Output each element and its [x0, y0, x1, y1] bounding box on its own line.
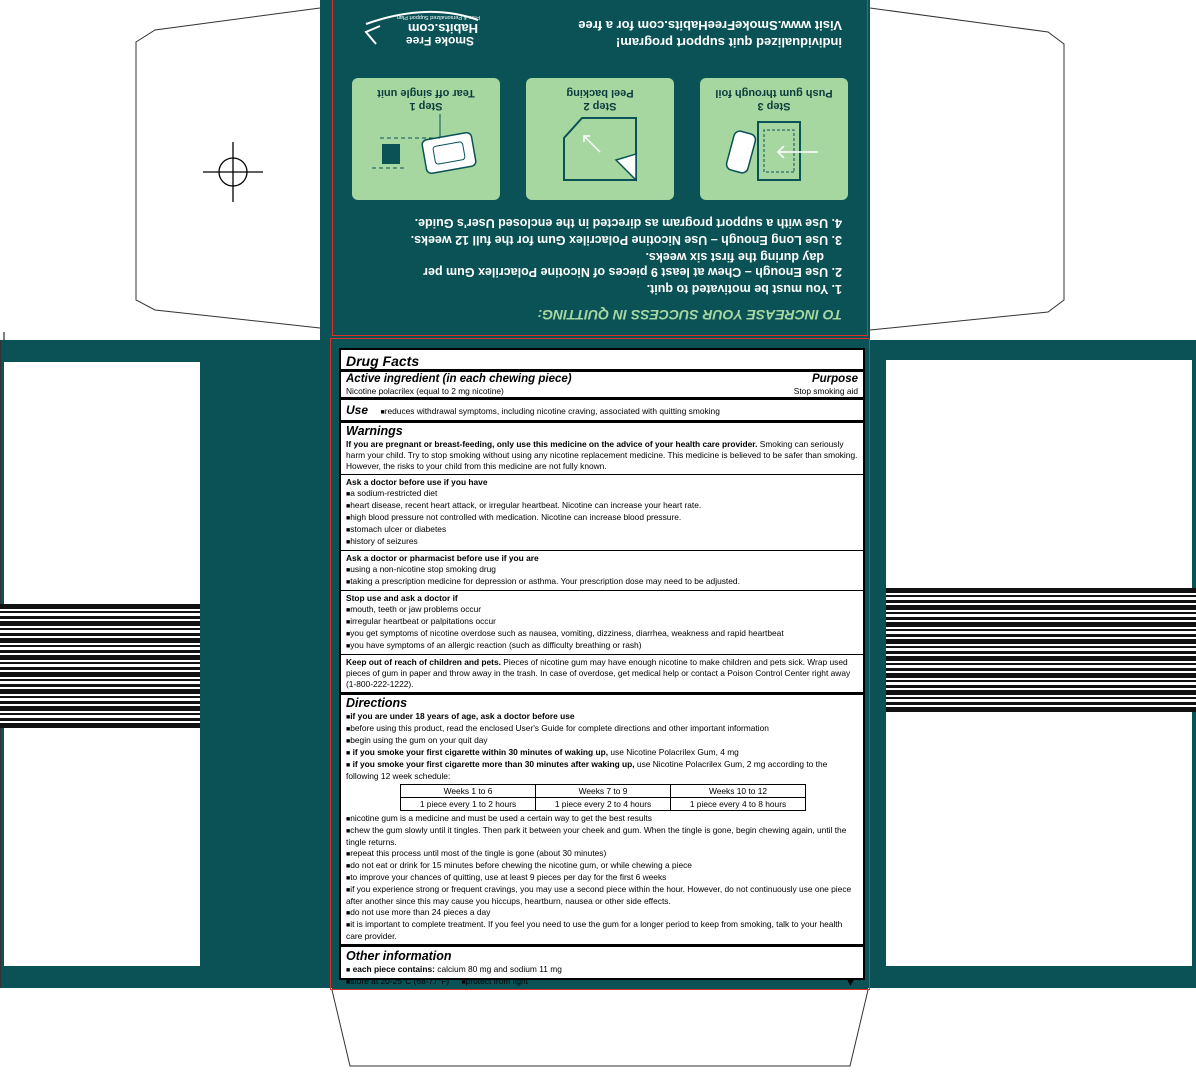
- schedule-header: Weeks 7 to 9: [536, 785, 671, 798]
- step-1-label: [352, 86, 500, 112]
- tip-2-cont: day during the first six weeks.: [645, 250, 824, 264]
- direction-item: ■ repeat this process until most of the tingle is gone (about 30 minutes): [346, 848, 858, 860]
- other-info-bold: each piece contains:: [352, 964, 435, 974]
- ask-doctor-item: ■ a sodium-restricted diet: [346, 488, 858, 500]
- drug-facts-panel: [339, 348, 865, 989]
- ask-doctor-item: ■ stomach ulcer or diabetes: [346, 524, 858, 536]
- step-1-card: [352, 78, 500, 200]
- stop-use-item: ■ mouth, teeth or jaw problems occur: [346, 604, 858, 616]
- direction-item: ■ begin using the gum on your quit day: [346, 735, 858, 747]
- direction-item: [346, 747, 858, 759]
- logo-site: Habits.com: [407, 21, 478, 36]
- step-2-label: [526, 86, 674, 112]
- step-2-card: [526, 78, 674, 200]
- schedule-value: 1 piece every 4 to 8 hours: [671, 798, 806, 811]
- purpose: Stop smoking aid: [793, 386, 858, 396]
- smokefree-logo: [358, 6, 488, 50]
- right-barcode: [886, 588, 1196, 712]
- dosing-schedule-table: [400, 784, 806, 811]
- peel-backing-icon: [526, 114, 674, 194]
- df-title: Drug Facts: [346, 353, 420, 369]
- step-1-title: Step 1: [409, 100, 443, 112]
- step-3-card: [700, 78, 848, 200]
- direction-item: ■ if you experience strong or frequent cravings, you may use a second piece within the hour. However, do not continuously use one piece after another since this may cause you hiccups, heartburn, nausea or other side effects.: [346, 884, 858, 907]
- pregnant-warning-bold: If you are pregnant or breast-feeding, only use this medicine on the advice of your health care provider.: [346, 439, 758, 449]
- schedule-value: 1 piece every 2 to 4 hours: [536, 798, 671, 811]
- direction-text: use Nicotine Polacrilex Gum, 2 mg according to the following 12 week schedule:: [346, 759, 828, 781]
- use-heading: Use: [346, 403, 369, 417]
- quit-success-heading: TO INCREASE YOUR SUCCESS IN QUITTING:: [537, 307, 842, 323]
- df-title-section: [341, 350, 863, 372]
- purpose-heading: Purpose: [811, 373, 858, 385]
- store-text: ■ store at 20-25°C (68-77°F): [346, 976, 449, 986]
- direction-item: ■ it is important to complete treatment. If you feel you need to use the gum for a longer period to keep from smoking, talk to your health care provider.: [346, 919, 858, 942]
- other-info-item: [346, 964, 858, 976]
- logo-tagline: Free & Personalized Support Plan: [396, 14, 480, 20]
- direction-item: ■ to improve your chances of quitting, use at least 9 pieces per day for the first 6 weeks: [346, 872, 858, 884]
- other-info-contains: calcium 80 mg and sodium 11 mg: [434, 964, 562, 974]
- direction-item: [346, 759, 858, 782]
- direction-item: ■ if you are under 18 years of age, ask a doctor before use: [346, 711, 858, 723]
- step-3-title: Step 3: [757, 100, 791, 112]
- df-stop-use-section: [341, 591, 863, 655]
- active-ingredient-heading: Active ingredient (in each chewing piece): [346, 373, 572, 385]
- ask-pharmacist-item: ■ using a non-nicotine stop smoking drug: [346, 564, 858, 576]
- step-3-label: [700, 86, 848, 112]
- push-gum-icon: [700, 114, 848, 194]
- direction-item: ■ before using this product, read the enclosed User's Guide for complete directions and other important information: [346, 723, 858, 735]
- other-info-item: [346, 976, 858, 988]
- direction-bold: if you smoke your first cigarette within 30 minutes of waking up,: [352, 747, 609, 757]
- direction-bold: if you smoke your first cigarette more than 30 minutes after waking up,: [352, 759, 635, 769]
- stop-use-item: ■ you have symptoms of an allergic reaction (such as difficulty breathing or rash): [346, 640, 858, 652]
- df-warnings-section: [341, 423, 863, 475]
- keep-out-bold: Keep out of reach of children and pets.: [346, 657, 501, 667]
- step-3-text: Push gum through foil: [715, 87, 833, 99]
- tip-1: 1. You must be motivated to quit.: [646, 282, 842, 296]
- top-panel-content: [332, 0, 868, 336]
- continue-arrow-icon: ▼: [844, 974, 857, 989]
- df-other-info-section: [341, 947, 863, 989]
- ask-doctor-item: ■ heart disease, recent heart attack, or irregular heartbeat. Nicotine can increase your heart rate.: [346, 500, 858, 512]
- schedule-value: 1 piece every 1 to 2 hours: [401, 798, 536, 811]
- keep-out-text: Pieces of nicotine gum may have enough nicotine to make children and pets sick. Wrap used pieces of gum in paper and throw away in the trash. In case of overdose, get medical help or contact a Poison Control Center right away (1-800-222-1222).: [346, 657, 851, 689]
- df-ask-doctor-section: [341, 475, 863, 551]
- protect-text: ■ protect from light: [461, 976, 528, 986]
- left-barcode: [0, 604, 200, 728]
- step-2-title: Step 2: [583, 100, 617, 112]
- tear-unit-icon: [352, 114, 500, 194]
- df-directions-section: [341, 695, 863, 947]
- ask-pharmacist-heading: Ask a doctor or pharmacist before use if you are: [346, 553, 539, 563]
- df-active-section: [341, 372, 863, 400]
- direction-item: ■ do not use more than 24 pieces a day: [346, 907, 858, 919]
- ask-doctor-item: ■ high blood pressure not controlled with medication. Nicotine can increase blood pressure.: [346, 512, 858, 524]
- stop-use-item: ■ you get symptoms of nicotine overdose such as nausea, vomiting, dizziness, diarrhea, weakness and rapid heartbeat: [346, 628, 858, 640]
- pregnant-warning-text: Smoking can seriously harm your child. Try to stop smoking without using any nicotine replacement medicine. This medicine is believed to be safer than smoking. However, the risks to your child from this medicine are not fully known.: [346, 439, 858, 471]
- ask-doctor-heading: Ask a doctor before use if you have: [346, 477, 488, 487]
- visit-line-1: Visit www.SmokeFreeHabits.com for a free: [578, 18, 842, 33]
- directions-heading: Directions: [346, 696, 408, 710]
- warnings-heading: Warnings: [346, 424, 403, 438]
- ask-doctor-item: ■ history of seizures: [346, 536, 858, 548]
- other-info-heading: Other information: [346, 949, 452, 963]
- tip-3: 3. Use Long Enough – Use Nicotine Polacrilex Gum for the full 12 weeks.: [410, 233, 842, 247]
- tip-4: 4. Use with a support program as directed in the enclosed User's Guide.: [414, 216, 842, 230]
- stop-use-heading: Stop use and ask a doctor if: [346, 593, 458, 603]
- stop-use-item: ■ irregular heartbeat or palpitations occur: [346, 616, 858, 628]
- logo-brand: Smoke Free: [405, 34, 474, 48]
- direction-item: ■ chew the gum slowly until it tingles. Then park it between your cheek and gum. When the tingle is gone, begin chewing again, until the tingle returns.: [346, 825, 858, 848]
- df-ask-pharmacist-section: [341, 551, 863, 591]
- visit-line-2: individualized quit support program!: [615, 35, 842, 50]
- df-use-section: [341, 400, 863, 423]
- ask-pharmacist-item: ■ taking a prescription medicine for depression or asthma. Your prescription dose may need to be adjusted.: [346, 576, 858, 588]
- schedule-header: Weeks 1 to 6: [401, 785, 536, 798]
- use-text: ■ reduces withdrawal symptoms, including nicotine craving, associated with quitting smoking: [380, 406, 719, 416]
- active-ingredient: Nicotine polacrilex (equal to 2 mg nicotine): [346, 386, 504, 396]
- schedule-header: Weeks 10 to 12: [671, 785, 806, 798]
- direction-text: use Nicotine Polacrilex Gum, 4 mg: [608, 747, 739, 757]
- step-1-text: Tear off single unit: [377, 87, 475, 99]
- step-2-text: Peel backing: [566, 87, 634, 99]
- df-keep-out-section: [341, 655, 863, 695]
- direction-item: ■ nicotine gum is a medicine and must be used a certain way to get the best results: [346, 813, 858, 825]
- tip-2: 2. Use Enough – Chew at least 9 pieces of Nicotine Polacrilex Gum per: [423, 265, 842, 279]
- direction-item: ■ do not eat or drink for 15 minutes before chewing the nicotine gum, or while chewing a piece: [346, 860, 858, 872]
